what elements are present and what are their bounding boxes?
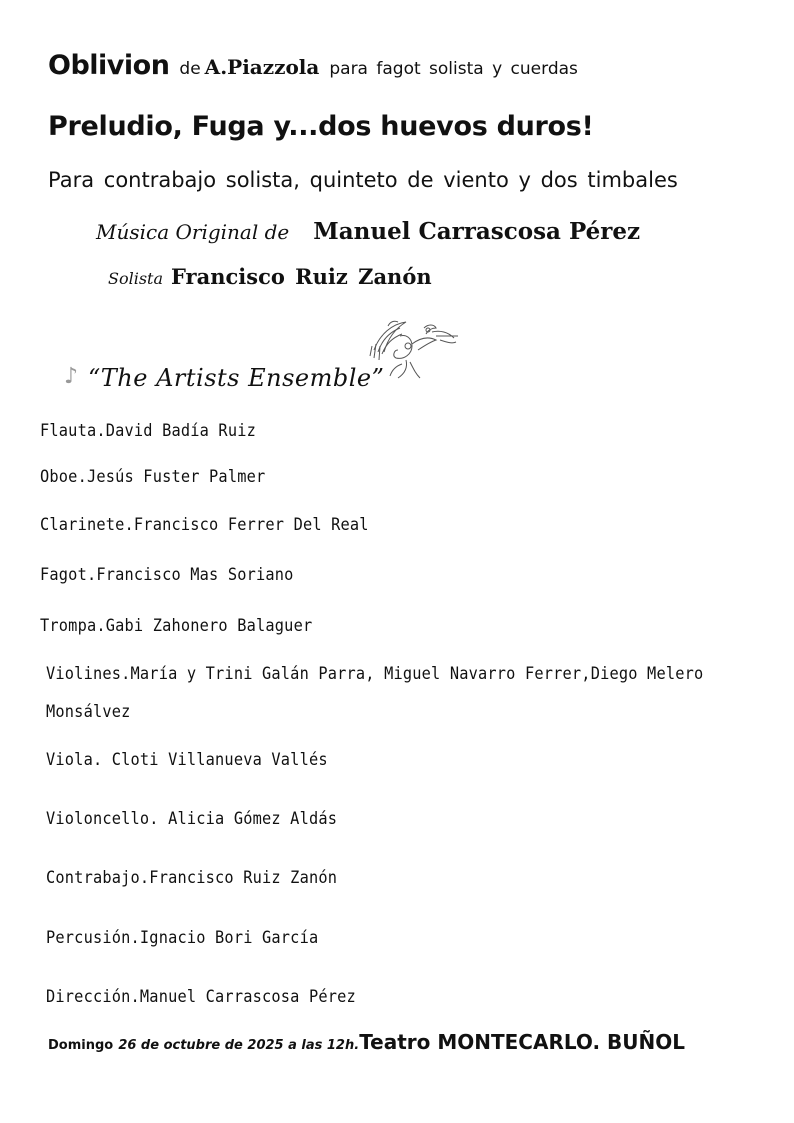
member-line: Clarinete.Francisco Ferrer Del Real bbox=[40, 515, 369, 535]
event-venue: Teatro MONTECARLO. BUÑOL bbox=[359, 1030, 685, 1054]
composer-credit bbox=[96, 218, 640, 245]
work1-title: Oblivion bbox=[48, 50, 170, 81]
member-line: Flauta.David Badía Ruiz bbox=[40, 421, 257, 441]
work2-instrumentation: Para contrabajo solista, quinteto de viento y dos timbales bbox=[48, 168, 678, 192]
member-line: Oboe.Jesús Fuster Palmer bbox=[40, 467, 266, 487]
soloist-credit bbox=[108, 264, 432, 289]
work1-de: de bbox=[179, 59, 201, 79]
member-line: Dirección.Manuel Carrascosa Pérez bbox=[46, 987, 356, 1007]
member-line: Contrabajo.Francisco Ruiz Zanón bbox=[46, 868, 338, 888]
work1-line bbox=[48, 50, 578, 81]
music-composer: Manuel Carrascosa Pérez bbox=[313, 218, 641, 245]
member-line: Violoncello. Alicia Gómez Aldás bbox=[46, 809, 338, 829]
event-date: 26 de octubre de 2025 a las 12h. bbox=[118, 1038, 360, 1053]
soloist-name: Francisco Ruiz Zanón bbox=[171, 264, 432, 289]
work2-title: Preludio, Fuga y...dos huevos duros! bbox=[48, 111, 594, 142]
event-day: Domingo bbox=[48, 1038, 114, 1053]
member-line: Fagot.Francisco Mas Soriano bbox=[40, 565, 294, 585]
music-label: Música Original de bbox=[96, 220, 290, 244]
soloist-label: Solista bbox=[108, 269, 164, 288]
work1-instrumentation: para fagot solista y cuerdas bbox=[329, 59, 578, 79]
member-line: Violines.María y Trini Galán Parra, Miguel Navarro Ferrer,Diego Melero bbox=[46, 664, 704, 684]
member-line: Trompa.Gabi Zahonero Balaguer bbox=[40, 616, 313, 636]
member-line: Percusión.Ignacio Bori García bbox=[46, 928, 319, 948]
music-note-icon: ♪ bbox=[64, 364, 79, 389]
ensemble-name: “The Artists Ensemble” bbox=[88, 364, 385, 392]
event-footer bbox=[48, 1030, 685, 1054]
member-line: Viola. Cloti Villanueva Vallés bbox=[46, 750, 328, 770]
work1-composer: A.Piazzola bbox=[204, 55, 320, 79]
member-line: Monsálvez bbox=[46, 702, 131, 722]
